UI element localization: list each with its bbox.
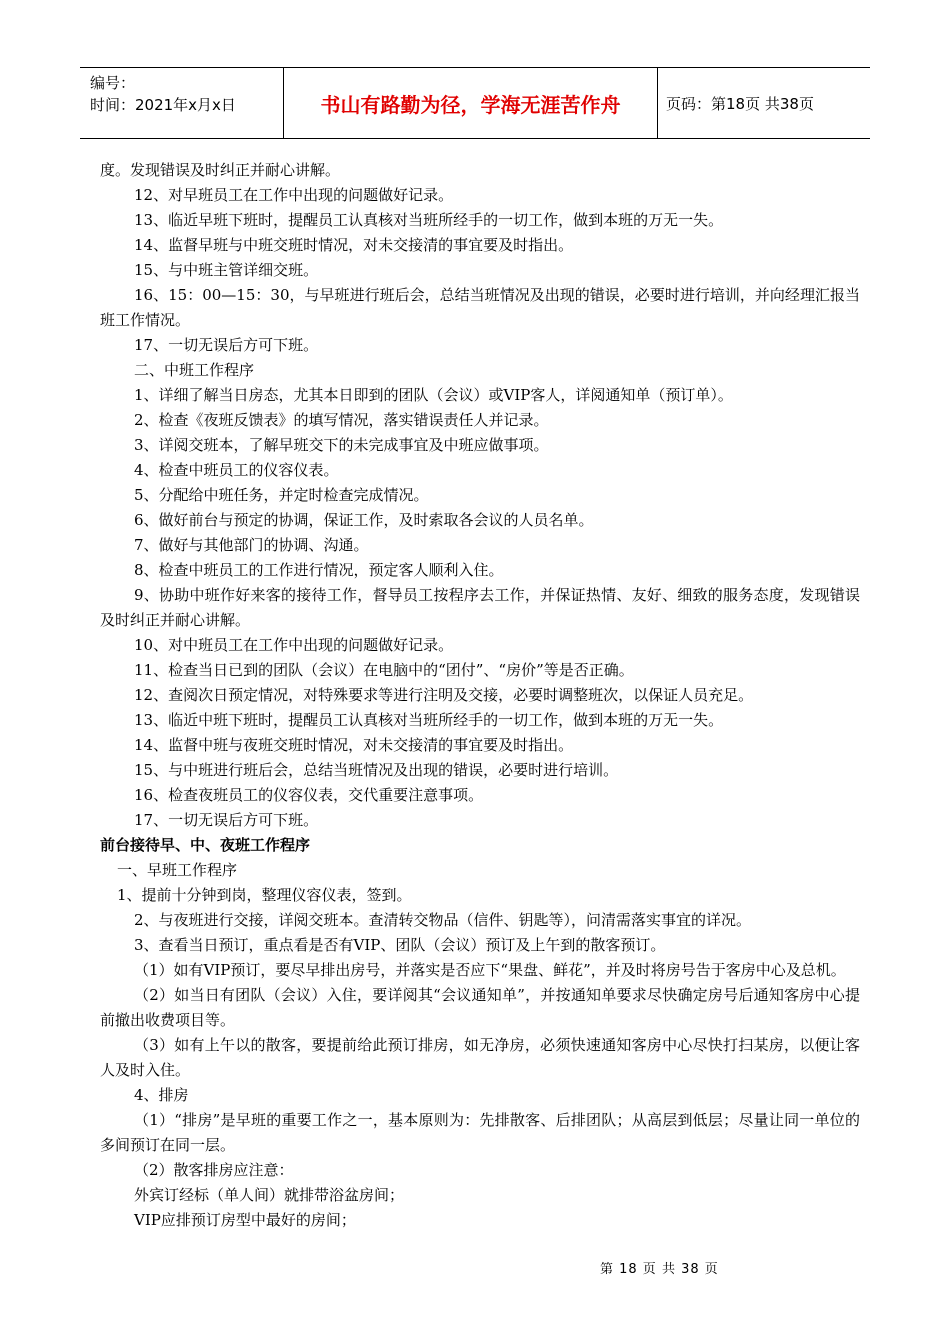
paragraph: 11、检查当日已到的团队（会议）在电脑中的“团付”、“房价”等是否正确。 [134,661,634,679]
paragraph: 14、监督早班与中班交班时情况，对未交接清的事宜要及时指出。 [134,236,574,254]
header-page-number: 页码：第18页 共38页 [666,94,814,113]
paragraph: 1、详细了解当日房态，尤其本日即到的团队（会议）或VIP客人，详阅通知单（预订单）。 [134,386,733,404]
paragraph: 9、协助中班作好来客的接待工作，督导员工按程序去工作，并保证热情、友好、细致的服务态度，发现错误及时纠正并耐心讲解。 [100,586,860,629]
paragraph: 二、中班工作程序 [134,361,255,379]
paragraph: （2）散客排房应注意： [134,1161,294,1179]
paragraph: 12、查阅次日预定情况，对特殊要求等进行注明及交接，必要时调整班次，以保证人员充足。 [134,686,754,704]
header-motto: 书山有路勤为径，学海无涯苦作舟 [284,68,658,138]
paragraph: 一、早班工作程序 [117,861,238,879]
paragraph: （1）“排房”是早班的重要工作之一，基本原则为：先排散客、后排团队；从高层到低层；尽量让同一单位的多间预订在同一层。 [100,1111,860,1154]
paragraph: 4、检查中班员工的仪容仪表。 [134,461,339,479]
section-heading: 前台接待早、中、夜班工作程序 [100,836,311,854]
paragraph: 16、检查夜班员工的仪容仪表，交代重要注意事项。 [134,786,484,804]
document-date-label: 时间：2021年x月x日 [90,96,236,114]
paragraph: 2、与夜班进行交接，详阅交班本。查清转交物品（信件、钥匙等），问清需落实事宜的详况。 [134,911,752,929]
paragraph: 8、检查中班员工的工作进行情况，预定客人顺利入住。 [134,561,504,579]
paragraph: 13、临近中班下班时，提醒员工认真核对当班所经手的一切工作，做到本班的万无一失。 [134,711,724,729]
paragraph: 13、临近早班下班时，提醒员工认真核对当班所经手的一切工作，做到本班的万无一失。 [134,211,724,229]
paragraph: 3、查看当日预订，重点看是否有VIP、团队（会议）预订及上午到的散客预订。 [134,936,666,954]
paragraph: 17、一切无误后方可下班。 [134,336,319,354]
paragraph: 6、做好前台与预定的协调，保证工作，及时索取各会议的人员名单。 [134,511,594,529]
paragraph: 1、提前十分钟到岗，整理仪容仪表，签到。 [117,886,412,904]
page-footer: 第 18 页 共 38 页 [600,1262,719,1277]
paragraph: 12、对早班员工在工作中出现的问题做好记录。 [134,186,454,204]
paragraph: 5、分配给中班任务，并定时检查完成情况。 [134,486,429,504]
header-info [80,68,284,138]
paragraph: 7、做好与其他部门的协调、沟通。 [134,536,369,554]
paragraph: 14、监督中班与夜班交班时情况，对未交接清的事宜要及时指出。 [134,736,574,754]
paragraph: （3）如有上午以的散客，要提前给此预订排房，如无净房，必须快速通知客房中心尽快打扫某房，以便让客人及时入住。 [100,1036,860,1079]
paragraph: 10、对中班员工在工作中出现的问题做好记录。 [134,636,454,654]
paragraph: 2、检查《夜班反馈表》的填写情况，落实错误责任人并记录。 [134,411,549,429]
paragraph: 17、一切无误后方可下班。 [134,811,319,829]
page-header [80,67,870,139]
paragraph: 度。发现错误及时纠正并耐心讲解。 [100,161,341,179]
paragraph: 15、与中班主管详细交班。 [134,261,319,279]
document-body [100,158,860,1233]
paragraph: 外宾订经标（单人间）就排带浴盆房间； [134,1186,405,1204]
document-number-label: 编号： [90,74,136,92]
paragraph: （1）如有VIP预订，要尽早排出房号，并落实是否应下“果盘、鲜花”，并及时将房号告于客房中心及总机。 [134,961,846,979]
paragraph: VIP应排预订房型中最好的房间； [134,1211,356,1229]
paragraph: （2）如当日有团队（会议）入住，要详阅其“会议通知单”，并按通知单要求尽快确定房号后通知客房中心提前撤出收费项目等。 [100,986,860,1029]
paragraph: 3、详阅交班本，了解早班交下的未完成事宜及中班应做事项。 [134,436,549,454]
paragraph: 15、与中班进行班后会，总结当班情况及出现的错误，必要时进行培训。 [134,761,619,779]
paragraph: 16、15：00—15：30，与早班进行班后会，总结当班情况及出现的错误，必要时进行培训，并向经理汇报当班工作情况。 [100,286,860,329]
paragraph: 4、排房 [134,1086,189,1104]
